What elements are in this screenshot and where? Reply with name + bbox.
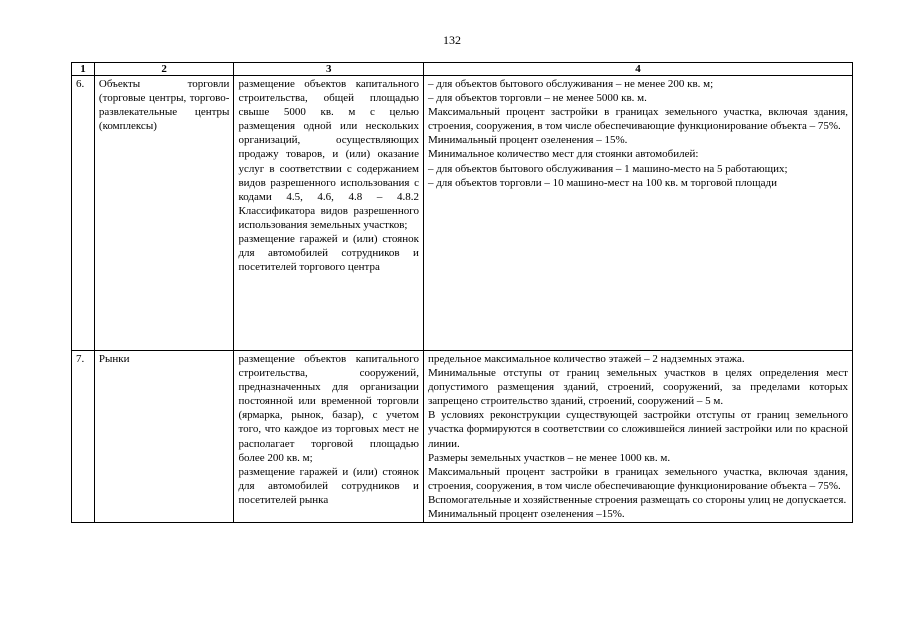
param-item: Размеры земельных участков – не менее 1000 кв. м.	[427, 451, 671, 464]
use-item: размещение гаражей и (или) стоянок для автомобилей сотрудников и посетителей торгового центра	[238, 233, 419, 274]
param-item: предельное максимальное количество этажей – 2 надземных этажа.	[427, 353, 745, 365]
param-item: Минимальное количество мест для стоянки автомобилей:	[427, 148, 699, 161]
table-row	[72, 351, 853, 523]
column-header: 3	[234, 63, 424, 76]
param-item: Максимальный процент застройки в границах земельного участка, включая здания, строения, сооружения, в том числе обеспечивающие функционирование объекта – 75%.	[427, 465, 848, 492]
page-number: 132	[443, 33, 461, 47]
param-item: Вспомогательные и хозяйственные строения размещать со стороны улиц не допускается.	[427, 493, 847, 506]
param-item: Минимальные отступы от границ земельных участков в целях определения мест допустимого размещения зданий, строений, сооружений, за пределами которых запрещено строительство зданий, строений, сооружений – 5 м.	[427, 367, 848, 408]
param-item: Минимальный процент озеленения – 15%.	[427, 134, 628, 147]
permitted-uses	[234, 76, 424, 351]
param-item: Минимальный процент озеленения –15%.	[427, 508, 625, 521]
row-number: 7.	[72, 351, 95, 523]
column-header: 4	[423, 63, 852, 76]
param-item: – для объектов торговли – 10 машино-мест на 100 кв. м торговой площади	[427, 176, 777, 189]
column-header: 1	[72, 63, 95, 76]
permitted-uses	[234, 351, 424, 523]
zoning-table	[71, 62, 853, 523]
table-header-row	[72, 63, 853, 76]
use-item: размещение объектов капитального строительства, сооружений, предназначенных для организации постоянной или временной торговли (ярмарка, рынок, базар), с учетом того, что каждое из торговых мест не располагает торговой площадью более 200 кв. м;	[238, 353, 419, 464]
parameters	[423, 76, 852, 351]
param-item: В условиях реконструкции существующей застройки отступы от границ земельного участка формируются в соответствии со сложившейся линией застройки или по красной линии.	[427, 409, 848, 450]
use-item: размещение объектов капитального строительства, общей площадью свыше 5000 кв. м с целью размещения одной или нескольких организаций, осуществляющих продажу товаров, и (или) оказание услуг в соответствии с содержанием видов разрешенного использования с кодами 4.5, 4.6, 4.8 – 4.8.2 Классификатора видов разрешенного использования земельных участков;	[238, 78, 419, 231]
param-item: – для объектов бытового обслуживания – 1 машино-место на 5 работающих;	[427, 162, 788, 175]
use-item: размещение гаражей и (или) стоянок для автомобилей сотрудников и посетителей рынка	[238, 465, 419, 506]
parameters	[423, 351, 852, 523]
object-type: Объекты торговли (торговые центры, торгово-развлекательные центры (комплексы)	[94, 76, 234, 351]
table-row	[72, 76, 853, 351]
param-item: – для объектов торговли – не менее 5000 кв. м.	[427, 92, 647, 105]
object-type: Рынки	[94, 351, 234, 523]
param-item: – для объектов бытового обслуживания – не менее 200 кв. м;	[427, 78, 714, 90]
param-item: Максимальный процент застройки в границах земельного участка, включая здания, строения, сооружения, в том числе обеспечивающие функционирование объекта – 75%.	[427, 106, 848, 133]
row-number: 6.	[72, 76, 95, 351]
column-header: 2	[94, 63, 234, 76]
